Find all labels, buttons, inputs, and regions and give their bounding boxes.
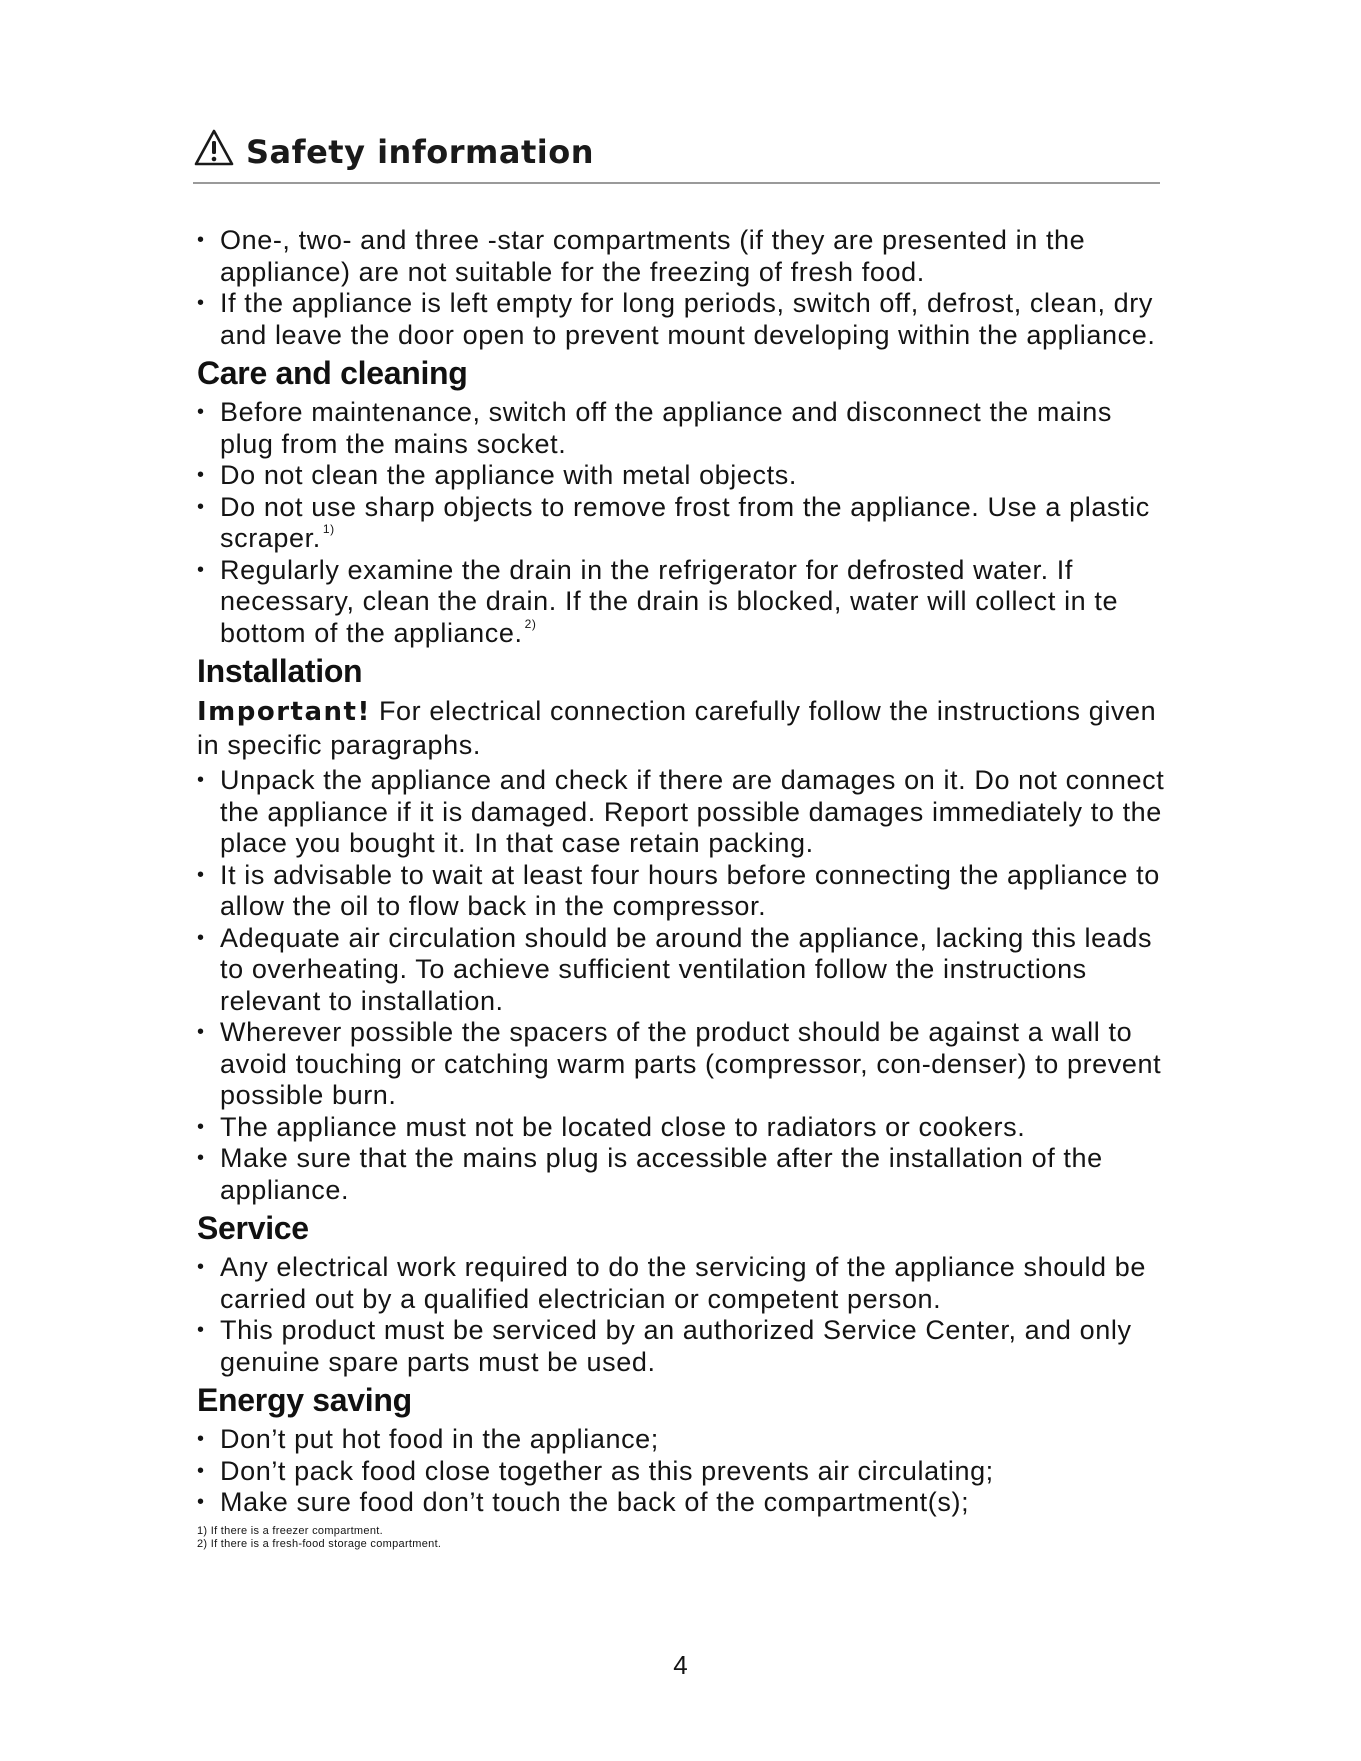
service-list	[197, 1252, 1165, 1378]
warning-triangle-icon	[193, 128, 235, 168]
list-item: • One-, two- and three -star compartments (if they are presented in the appliance) are not suitable for the freezing of fresh food.	[197, 225, 1086, 287]
footnote: 2) If there is a fresh-food storage compartment.	[197, 1538, 442, 1550]
list-item: • Make sure that the mains plug is accessible after the installation of the appliance.	[197, 1143, 1103, 1205]
care-heading: Care and cleaning	[197, 355, 468, 391]
list-item: • Don’t put hot food in the appliance;	[197, 1424, 659, 1454]
footnote: 1) If there is a freezer compartment.	[197, 1524, 383, 1537]
installation-list	[197, 765, 1165, 1206]
footnote-ref: 2)	[524, 616, 537, 631]
care-list	[197, 397, 1165, 649]
service-heading: Service	[197, 1210, 309, 1246]
list-item: • Don’t pack food close together as this prevents air circulating;	[197, 1455, 994, 1486]
list-item: • Do not use sharp objects to remove frost from the appliance. Use a plastic scraper. $^{1)}$	[197, 491, 1150, 553]
list-item: • Any electrical work required to do the servicing of the appliance should be carried out by a qualified electrician or competent person.	[197, 1252, 1147, 1314]
page-header	[193, 124, 1160, 184]
page-number: 4	[673, 1650, 688, 1680]
important-text: For electrical connection carefully follow the instructions given in specific paragraphs.	[197, 696, 1157, 760]
footnotes	[197, 1525, 1165, 1552]
page-title: Safety information	[246, 133, 594, 171]
list-item: • Do not clean the appliance with metal objects.	[197, 460, 797, 490]
intro-list	[197, 225, 1165, 351]
list-item: • Wherever possible the spacers of the product should be against a wall to avoid touching or catching warm parts (compressor, con-denser) to prevent possible burn.	[197, 1017, 1162, 1110]
energy-heading: Energy saving	[197, 1382, 412, 1418]
list-item: • It is advisable to wait at least four hours before connecting the appliance to allow the oil to flow back in the compressor.	[197, 859, 1160, 921]
installation-heading: Installation	[197, 653, 363, 689]
list-item: • Make sure food don’t touch the back of the compartment(s);	[197, 1487, 970, 1517]
important-note	[197, 695, 1165, 762]
important-label: Important!	[197, 697, 371, 727]
list-item: • If the appliance is left empty for long periods, switch off, defrost, clean, dry and leave the door open to prevent mount developing within the appliance.	[197, 288, 1156, 350]
list-item: • Regularly examine the drain in the refrigerator for defrosted water. If necessary, clean the drain. If the drain is blocked, water will collect in te bottom of the appliance. $^{2)}$	[197, 554, 1119, 648]
list-item: • The appliance must not be located close to radiators or cookers.	[197, 1111, 1026, 1142]
page-content	[197, 225, 1165, 1552]
list-item: • Unpack the appliance and check if there are damages on it. Do not connect the appliance if it is damaged. Report possible damages immediately to the place you bought it. In that case retain packing.	[197, 765, 1165, 858]
list-item: • This product must be serviced by an authorized Service Center, and only genuine spare parts must be used.	[197, 1315, 1132, 1377]
list-item: • Before maintenance, switch off the appliance and disconnect the mains plug from the mains socket.	[197, 397, 1112, 459]
list-item: • Adequate air circulation should be around the appliance, lacking this leads to overheating. To achieve sufficient ventilation follow the instructions relevant to installation.	[197, 922, 1153, 1016]
footnote-ref: 1)	[322, 522, 335, 536]
energy-list	[197, 1424, 1165, 1519]
